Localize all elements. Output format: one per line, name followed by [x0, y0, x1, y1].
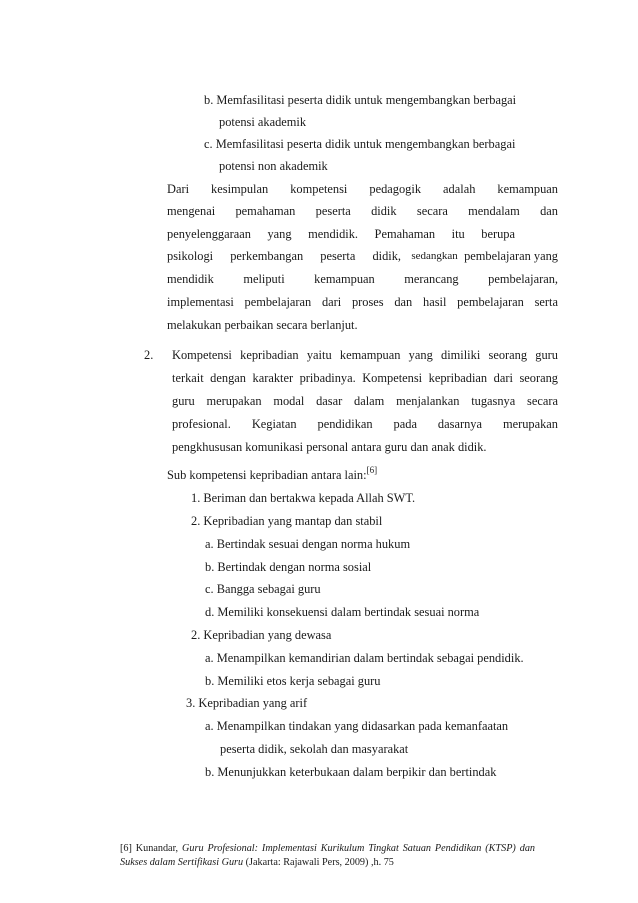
footnote-reference: [6] — [366, 465, 378, 475]
footnote-title: Guru Profesional: Implementasi Kurikulum Tingkat Satuan Pendidikan (KTSP) dan Sukses dalam Sertifikasi Guru — [120, 843, 536, 868]
list-number: 2. — [144, 348, 154, 362]
sub-heading-text: Sub kompetensi kepribadian antara lain: — [167, 468, 367, 483]
sub-list-subitem: a. Menampilkan tindakan yang didasarkan pada kemanfaatan — [205, 719, 509, 733]
sub-list-item: 1. Beriman dan bertakwa kepada Allah SWT. — [191, 491, 416, 505]
list-item-b: b. Memfasilitasi peserta didik untuk mengembangkan berbagai — [204, 93, 517, 107]
paragraph-line: melakukan perbaikan secara berlanjut. — [167, 318, 358, 332]
sub-list-subitem: c. Bangga sebagai guru — [205, 582, 321, 596]
text-segment-small: sedangkan — [411, 250, 458, 262]
sub-list-item: 3. Kepribadian yang arif — [186, 696, 308, 710]
list-item-c: c. Memfasilitasi peserta didik untuk mengembangkan berbagai — [204, 137, 516, 151]
sub-list-item: 2. Kepribadian yang mantap dan stabil — [191, 514, 383, 528]
paragraph-line: Dari kesimpulan kompetensi pedagogik adalah kemampuan — [167, 182, 558, 196]
paragraph-line: mengenai pemahaman peserta didik secara mendalam dan — [167, 204, 558, 218]
sub-heading — [167, 463, 377, 483]
paragraph-line: pengkhususan komunikasi personal antara guru dan anak didik. — [172, 440, 487, 454]
sub-list-subitem: a. Menampilkan kemandirian dalam bertindak sebagai pendidik. — [205, 651, 524, 665]
sub-list-subitem-continued: peserta didik, sekolah dan masyarakat — [220, 742, 409, 756]
paragraph-line: mendidik meliputi kemampuan merancang pembelajaran, — [167, 272, 558, 286]
list-item-c-continued: potensi non akademik — [219, 159, 328, 173]
footnote-ref: [6] Kunandar, — [120, 843, 179, 854]
text-segment: psikologi perkembangan peserta didik, — [167, 249, 402, 263]
footnote-publisher: (Jakarta: Rajawali Pers, 2009) ,h. 75 — [245, 857, 394, 868]
list-item-b-continued: potensi akademik — [219, 115, 307, 129]
sub-list-subitem: b. Bertindak dengan norma sosial — [205, 560, 372, 574]
text-segment: pembelajaran yang — [464, 249, 558, 263]
paragraph-line: guru merupakan modal dasar dalam menjalankan tugasnya secara — [172, 394, 558, 408]
paragraph-line — [167, 248, 558, 264]
footnote — [120, 842, 535, 870]
paragraph-line: Kompetensi kepribadian yaitu kemampuan yang dimiliki seorang guru — [172, 348, 558, 362]
paragraph-line: implementasi pembelajaran dari proses dan hasil pembelajaran serta — [167, 295, 558, 309]
sub-list-subitem: d. Memiliki konsekuensi dalam bertindak sesuai norma — [205, 605, 480, 619]
sub-list-subitem: b. Menunjukkan keterbukaan dalam berpikir dan bertindak — [205, 765, 497, 779]
paragraph-line: terkait dengan karakter pribadinya. Kompetensi kepribadian dari seorang — [172, 371, 558, 385]
paragraph-line: profesional. Kegiatan pendidikan pada dasarnya merupakan — [172, 417, 558, 431]
sub-list-item: 2. Kepribadian yang dewasa — [191, 628, 332, 642]
sub-list-subitem: a. Bertindak sesuai dengan norma hukum — [205, 537, 411, 551]
sub-list-subitem: b. Memiliki etos kerja sebagai guru — [205, 674, 381, 688]
paragraph-line: penyelenggaraan yang mendidik. Pemahaman itu berupa — [167, 227, 515, 241]
